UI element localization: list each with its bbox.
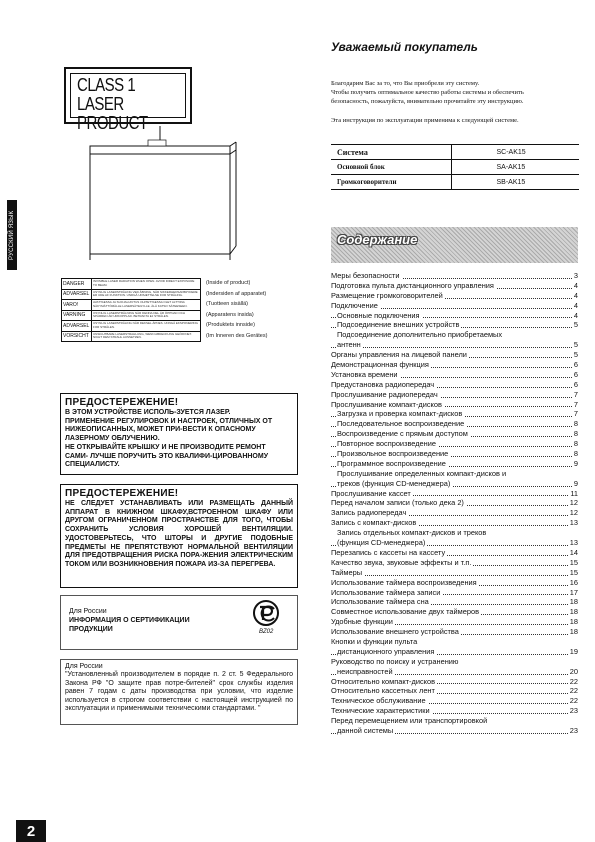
intro-line: Чтобы получить оптимальное качество работы системы и обеспечить: [331, 89, 524, 96]
language-tab: РУССКИЙ ЯЗЫК: [7, 200, 17, 270]
toc-entry: [331, 380, 578, 390]
warning-text: AVATTAESSA JA SUOJALUKITUS OHITETTAESSA OLET ALTTIINA NÄKYMÄTTÖMÄLLE LASERSÄTEILYLLE. ÄLÄ KATSO SÄTEESEEN.: [92, 300, 201, 311]
service-life-text: "Установленный производителем в порядке п. 2 ст. 5 Федерального Закона РФ "О защите прав потре-бителей" срок службы изделия равен 7 годам с даты производства при условии, что изделие используется в строгом соответствии с настоящей инструкцией по эксплуатации и применимыми техническими стандартами. ": [65, 671, 293, 713]
toc-entry-title: Загрузка и проверка компакт-дисков: [337, 409, 463, 419]
toc-entry-title: Использование таймера воспроизведения: [331, 577, 477, 587]
toc-entry: [331, 657, 578, 667]
caution-box-laser: [60, 393, 298, 475]
intro-text: [331, 79, 586, 106]
toc-entry-page: 18: [569, 617, 578, 627]
caution-line: ЛАЗЕРНОМУ ОБЛУЧЕНИЮ.: [65, 435, 160, 443]
toc-entry: [331, 370, 578, 380]
toc-entry: [331, 429, 578, 439]
warning-key: ADVARSEL: [62, 289, 92, 300]
toc-entry-title: неисправностей: [337, 666, 393, 676]
toc-entry-page: 23: [569, 725, 578, 735]
table-row: [331, 145, 579, 160]
toc-entry: [331, 508, 578, 518]
toc-entry: [331, 607, 578, 617]
toc-entry-title: Программное воспроизведение: [337, 458, 446, 468]
toc-entry: [331, 677, 578, 687]
toc-entry-title: Использование таймера записи: [331, 587, 441, 597]
toc-entry-page: 23: [569, 706, 578, 716]
toc-entry-page: 5: [573, 350, 578, 360]
toc-entry: [331, 360, 578, 370]
warning-key: VORSICHT: [62, 331, 92, 342]
toc-entry-title: Относительно кассетных лент: [331, 686, 435, 696]
toc-entry: [331, 578, 578, 588]
warning-note: (Produktets innside): [206, 322, 255, 328]
toc-entry-page: 6: [573, 379, 578, 389]
toc-entry-title: (функция CD-менеджера): [337, 538, 426, 548]
toc-entry: [331, 726, 578, 736]
toc-entry: [331, 706, 578, 716]
toc-entry-title: Удобные функции: [331, 617, 393, 627]
caution-title: ПРЕДОСТЕРЕЖЕНИЕ!: [65, 397, 179, 408]
caution-line: СПЕЦИАЛИСТУ.: [65, 461, 120, 469]
toc-entry-page: 18: [569, 607, 578, 617]
warning-key: DANGER: [62, 279, 92, 290]
toc-entry-page: 22: [569, 696, 578, 706]
warning-note: (Indersiden af apparatet): [206, 290, 267, 297]
toc-entry-page: 4: [573, 280, 578, 290]
toc-entry-title: Подсоединение дополнительно приобретаемых: [337, 330, 503, 340]
toc-entry-title: Произвольное воспроизведение: [337, 449, 449, 459]
toc-entry-page: 16: [569, 577, 578, 587]
toc-entry-page: 7: [573, 409, 578, 419]
toc-entry-page: 17: [569, 587, 578, 597]
toc-entry-title: Технические характеристики: [331, 706, 430, 716]
toc-entry-title: Перед перемещением или транспортировкой: [331, 716, 488, 726]
toc-entry-title: Запись с компакт-дисков: [331, 518, 417, 528]
toc-entry: [331, 271, 578, 281]
toc-entry: [331, 518, 578, 528]
model-cell-label: Система: [331, 145, 451, 160]
toc-entry-title: Кнопки и функции пульта: [331, 636, 418, 646]
toc-entry-title: Воспроизведение с прямым доступом: [337, 429, 468, 439]
page-title: Уважаемый покупатель: [331, 40, 478, 54]
toc-entry-title: Прослушивание компакт-дисков: [331, 399, 442, 409]
toc-entry-title: Подсоединение внешних устройств: [337, 320, 460, 330]
toc-entry-title: Таймеры: [331, 567, 363, 577]
toc-entry: [331, 548, 578, 558]
toc-entry: [331, 469, 578, 479]
toc-entry-title: Последовательное воспроизведение: [337, 419, 465, 429]
warning-text: USYNLIG LASERSTRÅLING VED ÅBNING, NÅR SIKKERHEDSAFBRYDERE ER UDE AF FUNKTION. UNDGÅ UDSÆTTELSE FOR STRÅLING.: [92, 289, 201, 300]
intro-line: Благодарим Вас за то, что Вы приобрели эту систему.: [331, 80, 480, 87]
warning-row: [62, 289, 201, 300]
toc-entry: [331, 686, 578, 696]
toc-entry-title: Руководство по поиску и устранению: [331, 656, 459, 666]
toc-entry-page: 9: [573, 458, 578, 468]
toc-entry: [331, 291, 578, 301]
table-row: [331, 160, 579, 175]
toc-entry-page: 15: [569, 567, 578, 577]
warning-location-notes: [206, 278, 296, 341]
toc-entry-title: Техническое обслуживание: [331, 696, 426, 706]
page-number: 2: [16, 820, 46, 842]
service-life-box: [60, 659, 298, 725]
warning-text: INVISIBLE LASER RADIATION WHEN OPEN. AVOID DIRECT EXPOSURE TO BEAM.: [92, 279, 201, 290]
caution-line: В ЭТОМ УСТРОЙСТВЕ ИСПОЛЬ-ЗУЕТСЯ ЛАЗЕР.: [65, 409, 231, 416]
toc-entry: [331, 627, 578, 637]
service-life-heading: Для России: [65, 663, 103, 670]
contents-title: Содержание: [337, 232, 418, 247]
toc-entry-page: 12: [569, 508, 578, 518]
toc-entry-title: Использование таймера сна: [331, 597, 429, 607]
toc-entry: [331, 350, 578, 360]
caution-text: НЕ СЛЕДУЕТ УСТАНАВЛИВАТЬ ИЛИ РАЗМЕЩАТЬ ДАННЫЙ АППАРАТ В КНИЖНОМ ШКАФУ,ВСТРОЕННОМ ШКАФУ ИЛИ ДРУГОМ ОГРАНИЧЕННОМ ПРОСТРАНСТВЕ ДЛЯ ТОГО, ЧТОБЫ СОХРАНИТЬ УСЛОВИЯ ХОРОШЕЙ ВЕНТИЛЯЦИИ. УДОСТОВЕРЬТЕСЬ, ЧТО ШТОРЫ И ДРУГИЕ ПОДОБНЫЕ ПРЕДМЕТЫ НЕ ПРЕПЯТСТВУЮТ НОРМАЛЬНОЙ ВЕНТИЛЯЦИИ ДЛЯ ПРЕДОТВРАЩЕНИЯ РИСКА ПОРА-ЖЕНИЯ ЭЛЕКТРИЧЕСКИМ ТОКОМ ИЛИ ВОЗНИКНОВЕНИЯ ПОЖАРА ИЗ-ЗА ПЕРЕГРЕВА.: [65, 500, 293, 568]
toc-entry: [331, 409, 578, 419]
toc-entry: [331, 489, 578, 499]
toc-entry-page: 8: [573, 419, 578, 429]
toc-entry: [331, 390, 578, 400]
cert-code: BZ02: [259, 629, 274, 635]
toc-entry-title: Качество звука, звуковые эффекты и т.п.: [331, 557, 472, 567]
toc-entry-page: 15: [569, 557, 578, 567]
toc-entry-title: антенн: [337, 340, 361, 350]
toc-entry-title: Прослушивание радиопередач: [331, 389, 438, 399]
toc-entry-page: 6: [573, 360, 578, 370]
toc-entry: [331, 419, 578, 429]
warning-row: [62, 279, 201, 290]
laser-class-label: [64, 67, 192, 134]
toc-entry: [331, 330, 578, 340]
warning-note: (Im Inneren des Gerätes): [206, 332, 268, 339]
laser-warning-table: [61, 278, 201, 342]
toc-entry-title: Повторное воспроизведение: [337, 439, 436, 449]
toc-entry-page: 7: [573, 399, 578, 409]
toc-entry: [331, 281, 578, 291]
warning-key: ADVARSEL: [62, 321, 92, 332]
toc-entry-title: треков (функция CD-менеджера): [337, 478, 451, 488]
toc-entry-page: 9: [573, 478, 578, 488]
toc-entry-title: Перезапись с кассеты на кассету: [331, 547, 446, 557]
toc-entry: [331, 400, 578, 410]
intro-line: безопасность, пожалуйста, внимательно прочитайте эту инструкцию.: [331, 98, 524, 105]
laser-label-line2: LASER PRODUCT: [77, 93, 148, 134]
warning-text: USYNLIG LASERSTRÅLING NÅR DEKSEL ÅPNES. UNNGÅ EKSPONERING FOR STRÅLEN.: [92, 321, 201, 332]
model-cell-label: Громкоговорители: [331, 175, 451, 190]
toc-entry-page: 4: [573, 300, 578, 310]
toc-entry-page: 14: [569, 547, 578, 557]
toc-entry-title: Основные подключения: [337, 310, 420, 320]
certification-box: [60, 595, 298, 650]
toc-entry-page: 19: [569, 646, 578, 656]
toc-entry-title: Прослушивание определенных компакт-дисков и: [337, 468, 507, 478]
toc-entry: [331, 538, 578, 548]
toc-entry-title: Подготовка пульта дистанционного управления: [331, 280, 494, 290]
toc-entry-title: Относительно компакт-дисков: [331, 676, 435, 686]
toc-entry: [331, 498, 578, 508]
model-cell-value: SA-AK15: [451, 160, 579, 175]
model-cell-label: Основной блок: [331, 160, 451, 175]
toc-entry: [331, 597, 578, 607]
toc-entry-page: 6: [573, 369, 578, 379]
toc-entry-title: Органы управления на лицевой панели: [331, 350, 467, 360]
caution-line: НИЖЕОПИСАННЫХ, МОЖЕТ ПРИ-ВЕСТИ К ОПАСНОМУ: [65, 426, 256, 434]
toc-entry: [331, 449, 578, 459]
toc-entry-title: Демонстрационная функция: [331, 360, 429, 370]
caution-text: [65, 409, 293, 470]
warning-row: [62, 331, 201, 342]
toc-entry: [331, 301, 578, 311]
cert-info: ИНФОРМАЦИЯ О СЕРТИФИКАЦИИ ПРОДУКЦИИ: [69, 617, 190, 633]
toc-entry-page: 13: [569, 518, 578, 528]
contents-banner: [331, 227, 578, 263]
table-row: [331, 175, 579, 190]
table-of-contents: [331, 271, 578, 736]
toc-entry: [331, 637, 578, 647]
toc-entry-title: Прослушивание кассет: [331, 488, 411, 498]
toc-entry-page: 13: [569, 538, 578, 548]
toc-entry-title: Меры безопасности: [331, 271, 400, 280]
applicability-text: Эта инструкция по эксплуатации применима к следующей системе.: [331, 117, 519, 124]
warning-key: VARO!: [62, 300, 92, 311]
toc-entry-title: Совместное использование двух таймеров: [331, 607, 479, 617]
toc-entry-title: Подключение: [331, 300, 378, 310]
warning-note: (Tuotteen sisällä): [206, 301, 248, 307]
laser-label-line1: CLASS 1: [77, 74, 136, 96]
toc-entry-page: 8: [573, 429, 578, 439]
toc-entry-page: 12: [569, 498, 578, 508]
toc-entry-title: Запись радиопередач: [331, 508, 407, 518]
warning-text: UNSICHTBARE LASERSTRAHLUNG, WENN ABDECKUNG GEÖFFNET. NICHT DEM STRAHL AUSSETZEN.: [92, 331, 201, 342]
device-outline-illustration: [60, 126, 260, 266]
warning-note: (Inside of product): [206, 280, 251, 286]
caution-line: САМИ- ЛУЧШЕ ПОРУЧИТЬ ЭТО КВАЛИФИ-ЦИРОВАННОМУ: [65, 452, 269, 460]
caution-line: ПРИМЕНЕНИЕ РЕГУЛИРОВОК И НАСТРОЕК, ОТЛИЧНЫХ ОТ: [65, 417, 273, 425]
gost-certification-logo-icon: [252, 599, 280, 627]
toc-entry-page: 4: [573, 310, 578, 320]
toc-entry: [331, 647, 578, 657]
caution-line: НЕ ОТКРЫВАЙТЕ КРЫШКУ И НЕ ПРОИЗВОДИТЕ РЕМОНТ: [65, 443, 266, 451]
toc-entry: [331, 340, 578, 350]
toc-entry: [331, 459, 578, 469]
toc-entry-page: 5: [573, 320, 578, 330]
cert-for-russia: Для России: [69, 608, 107, 615]
toc-entry-title: данной системы: [337, 725, 394, 735]
warning-row: [62, 300, 201, 311]
toc-entry-title: Предустановка радиопередач: [331, 379, 435, 389]
toc-entry-page: 3: [573, 271, 578, 280]
toc-entry-page: 18: [569, 597, 578, 607]
model-cell-value: SC-AK15: [451, 145, 579, 160]
toc-entry: [331, 528, 578, 538]
caution-title: ПРЕДОСТЕРЕЖЕНИЕ!: [65, 488, 179, 499]
toc-entry-title: дистанционного управления: [337, 646, 435, 656]
toc-entry: [331, 558, 578, 568]
toc-entry-page: 8: [573, 449, 578, 459]
toc-entry: [331, 716, 578, 726]
toc-entry-page: 4: [573, 290, 578, 300]
caution-box-ventilation: [60, 484, 298, 588]
toc-entry-page: 20: [569, 666, 578, 676]
toc-entry: [331, 696, 578, 706]
toc-entry-page: 22: [569, 686, 578, 696]
toc-entry: [331, 588, 578, 598]
toc-entry-page: 5: [573, 340, 578, 350]
toc-entry-page: 11: [570, 488, 578, 498]
toc-entry: [331, 667, 578, 677]
model-cell-value: SB-AK15: [451, 175, 579, 190]
toc-entry-page: 22: [569, 676, 578, 686]
toc-entry: [331, 617, 578, 627]
warning-note: (Apparatens insida): [206, 311, 254, 318]
toc-entry-page: 8: [573, 439, 578, 449]
warning-text: OSYNLIG LASERSTRÅLNING NÄR DENNA DEL ÄR ÖPPNAD OCH SPÄRREN ÄR URKOPPLAD. BETRAKTA EJ STRÅLEN.: [92, 310, 201, 321]
toc-entry-page: 7: [573, 389, 578, 399]
warning-row: [62, 321, 201, 332]
toc-entry: [331, 320, 578, 330]
toc-entry-page: 18: [569, 627, 578, 637]
toc-entry: [331, 479, 578, 489]
model-table: [331, 144, 579, 190]
toc-entry: [331, 568, 578, 578]
toc-entry-title: Размещение громкоговорителей: [331, 290, 443, 300]
toc-entry: [331, 439, 578, 449]
warning-key: VARNING: [62, 310, 92, 321]
warning-row: [62, 310, 201, 321]
toc-entry-title: Использование внешнего устройства: [331, 627, 459, 637]
toc-entry: [331, 311, 578, 321]
toc-entry-title: Перед началом записи (только дека 2): [331, 498, 464, 508]
toc-entry-title: Запись отдельных компакт-дисков и треков: [337, 528, 487, 538]
toc-entry-title: Установка времени: [331, 369, 398, 379]
